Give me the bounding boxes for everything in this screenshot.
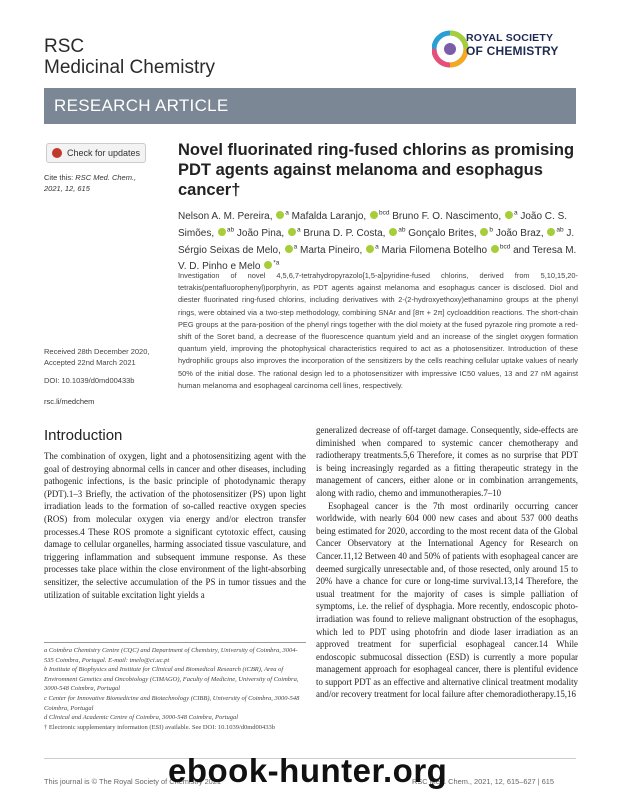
author[interactable]: Marta Pineiro, $^a$ xyxy=(300,243,379,256)
author[interactable]: João Pina, $^a$ xyxy=(236,226,301,239)
doi[interactable]: DOI: 10.1039/d0md00433b xyxy=(44,376,135,385)
journal-line-1: RSC xyxy=(44,36,85,57)
affiliation-marker: a xyxy=(513,210,518,217)
esi-note: † Electronic supplementary information (ESI) available. See DOI: 10.1039/d0md00433b xyxy=(44,723,276,731)
article-title: Novel fluorinated ring-fused chlorins as promising PDT agents against melanoma and esophagus cancer† xyxy=(178,141,575,199)
paragraph: generalized decrease of off-target damage. Consequently, side-effects are diminished when compared to systemic cancer chemotherapy and radiotherapy treatments.5,6 Therefore, it comes as no surprise that PDT is being increasingly regarded as a fitting therapeutic strategy in the management of cancers, either alone or in combination arrangements, along with radio, chemo and immunotherapies.7–10 xyxy=(316,425,578,498)
author-list xyxy=(178,207,578,274)
author[interactable]: Gonçalo Brites, $^b$ xyxy=(408,226,494,239)
article-type-banner: RESEARCH ARTICLE xyxy=(44,88,576,124)
affiliation-marker: bcd xyxy=(378,210,390,217)
affiliation-marker: a xyxy=(296,226,301,234)
affiliation-marker: bcd xyxy=(499,243,511,251)
affiliation-marker: a xyxy=(285,210,289,217)
rsc-logo-text xyxy=(466,32,559,58)
footnote: b Institute of Biophysics and Institute for Clinical and Biomedical Research (iCBR), Area of Environment Genetics and Oncobiology (CIMAGO), Faculty of Medicine, University of Coimbra, 3000-548 Coimbra, Portugal xyxy=(44,666,299,693)
author[interactable]: Nelson A. M. Pereira, $^a$ xyxy=(178,210,289,223)
footnote: c Center for Innovative Biomedicine and Biotechnology (CIBB), University of Coimbra, 3000-548 Coimbra, Portugal xyxy=(44,694,300,712)
check-updates-button[interactable] xyxy=(46,143,146,163)
author[interactable]: João Braz, $^{ab}$ xyxy=(495,226,564,239)
paragraph: Esophageal cancer is the 7th most ordinarily occurring cancer worldwide, with nearly 604 000 new cases and about 537 000 deaths being estimated for 2020, according to the most recent data of the Global Cancer Observatory at the International Agency for Research on Cancer.11,12 Between 40 and 50% of patients with esophageal cancer are deemed surgically unresectable and, of those resected, only around 15 to 20% have a chance for cure or long-time survival.13,14 Therefore, the usual treatment for the majority of cases is simple palliation of symptoms, i.e. the relief of dysphagia. More recently, endoscopic photo-irradiation was found to relieve malignant obstruction of the esophagus, which led to PDT using photofrin and diode laser irradiation as an approved treatment for superficial esophageal cancer.14 While endoscopic submucosal dissection (ESD) is currently a more popular management approach for esophageal cancer, there is plentiful evidence to support PDT as an effective and alternative clinical treatment modality and/or recovery treatment for local failure after chemoradiotherapy.15,16 xyxy=(316,500,578,700)
abstract: Investigation of novel 4,5,6,7-tetrahydropyrazolo[1,5-a]pyridine-fused chlorins, derived from 5,10,15,20-tetrakis(pentafluorophenyl)porphyrin, as PDT agents against melanoma and esophagus cancer is disclosed. Diol and diester fluorinated ring-fused chlorins, including derivatives with 2-(2-hydroxyethoxy)ethanamino groups at the phenyl rings, were obtained via a two-step methodology, combining SNAr and [8π + 2π] cycloaddition reactions. The short-chain PEG groups at the para-position of the phenyl rings together with the diol moiety at the fused pyrazole ring promote a red-shift of the Soret band, a decrease of the fluorescence quantum yield and an increase of the singlet oxygen formation quantum yield, improving the photophysical characteristics required to act as a photosensitizer. Introduction of these hydrophilic groups also improves the incorporation of the sensitizers by the cells reaching cellular uptake values of nearly 50% of the initial dose. The rational design led to a photosensitizer with impressive IC50 values, 13 and 27 nM against human melanoma and esophageal carcinoma cell lines, respectively. xyxy=(178,271,578,390)
citation xyxy=(44,172,154,194)
watermark: ebook-hunter.org xyxy=(168,752,448,789)
cite-label: Cite this: xyxy=(44,173,74,182)
orcid-icon[interactable] xyxy=(218,228,226,236)
orcid-icon[interactable] xyxy=(547,228,555,236)
body-column-right xyxy=(316,424,578,701)
affiliation-marker: a xyxy=(375,243,379,251)
orcid-icon[interactable] xyxy=(366,245,374,253)
logo-line-2: OF CHEMISTRY xyxy=(466,44,559,58)
dates xyxy=(44,346,169,368)
footnote: d Clinical and Academic Centre of Coimbra, 3000-548 Coimbra, Portugal xyxy=(44,714,239,722)
affiliation-marker: *a xyxy=(273,259,280,267)
orcid-icon[interactable] xyxy=(264,261,272,269)
orcid-icon[interactable] xyxy=(370,211,378,219)
footer-copyright: This journal is © The Royal Society of Chemistry 2021 xyxy=(44,777,222,786)
orcid-icon[interactable] xyxy=(285,245,293,253)
journal-name xyxy=(44,36,215,78)
update-icon xyxy=(52,148,62,158)
author[interactable]: J. Sérgio Seixas de Melo, $^a$ xyxy=(178,227,575,256)
accepted-date: Accepted 22nd March 2021 xyxy=(44,358,136,367)
orcid-icon[interactable] xyxy=(480,228,488,236)
footnote-divider xyxy=(44,642,306,643)
author[interactable]: Maria Filomena Botelho $^{bcd}$ xyxy=(381,243,511,256)
footer-page-ref: RSC Med. Chem., 2021, 12, 615–627 | 615 xyxy=(412,777,555,786)
orcid-icon[interactable] xyxy=(491,245,499,253)
affiliation-marker: ab xyxy=(226,226,235,234)
author[interactable]: and Teresa M. V. D. Pinho e Melo $^{*a}$ xyxy=(178,244,577,273)
cite-ref[interactable]: RSC Med. Chem., 2021, 12, 615 xyxy=(44,173,137,193)
affiliation-marker: a xyxy=(293,243,298,251)
affiliation-footnotes xyxy=(44,646,306,732)
orcid-icon[interactable] xyxy=(505,211,513,219)
affiliation-marker: ab xyxy=(556,226,564,234)
author[interactable]: Mafalda Laranjo, $^{bcd}$ xyxy=(291,210,390,223)
affiliation-marker: b xyxy=(489,226,494,234)
author[interactable]: Bruno F. O. Nascimento, $^a$ xyxy=(392,210,518,223)
author[interactable]: João C. S. Simões, $^{ab}$ xyxy=(178,211,568,239)
footnote: a Coimbra Chemistry Centre (CQC) and Department of Chemistry, University of Coimbra, 3004-535 Coimbra, Portugal. E-mail: tmelo@ci.uc.pt xyxy=(44,647,298,664)
section-heading-introduction: Introduction xyxy=(44,427,123,444)
orcid-icon[interactable] xyxy=(276,211,284,219)
affiliation-marker: ab xyxy=(398,226,406,234)
journal-line-2: Medicinal Chemistry xyxy=(44,57,216,78)
journal-link[interactable]: rsc.li/medchem xyxy=(44,397,95,406)
orcid-icon[interactable] xyxy=(288,228,296,236)
author[interactable]: Bruna D. P. Costa, $^{ab}$ xyxy=(303,226,406,239)
check-updates-label: Check for updates xyxy=(67,148,141,158)
received-date: Received 28th December 2020, xyxy=(44,347,150,356)
logo-line-1: ROYAL SOCIETY xyxy=(466,32,554,44)
orcid-icon[interactable] xyxy=(389,228,397,236)
body-column-left: The combination of oxygen, light and a photosensitizing agent with the goal of destroying abnormal cells in cancer and other diseases, including pathogenic infections, is the basic principle of photodynamic therapy (PDT).1–3 Briefly, the activation of the photosensitizer (PS) upon light irradiation leads to the formation of so-called reactive oxygen species (ROS) from molecular oxygen via energy and/or electron transfer processes.4 These ROS promote a significant cytotoxic effect, causing damage to cellular organelles, harming associated tissue vasculature, and triggering inflammation and subsequent immune response. As these processes take place within the close environment of the light-absorbing sensitizer, the selective accumulation of the PS in tumor tissues and the utilization of suitable excitation light yields a xyxy=(44,451,306,600)
